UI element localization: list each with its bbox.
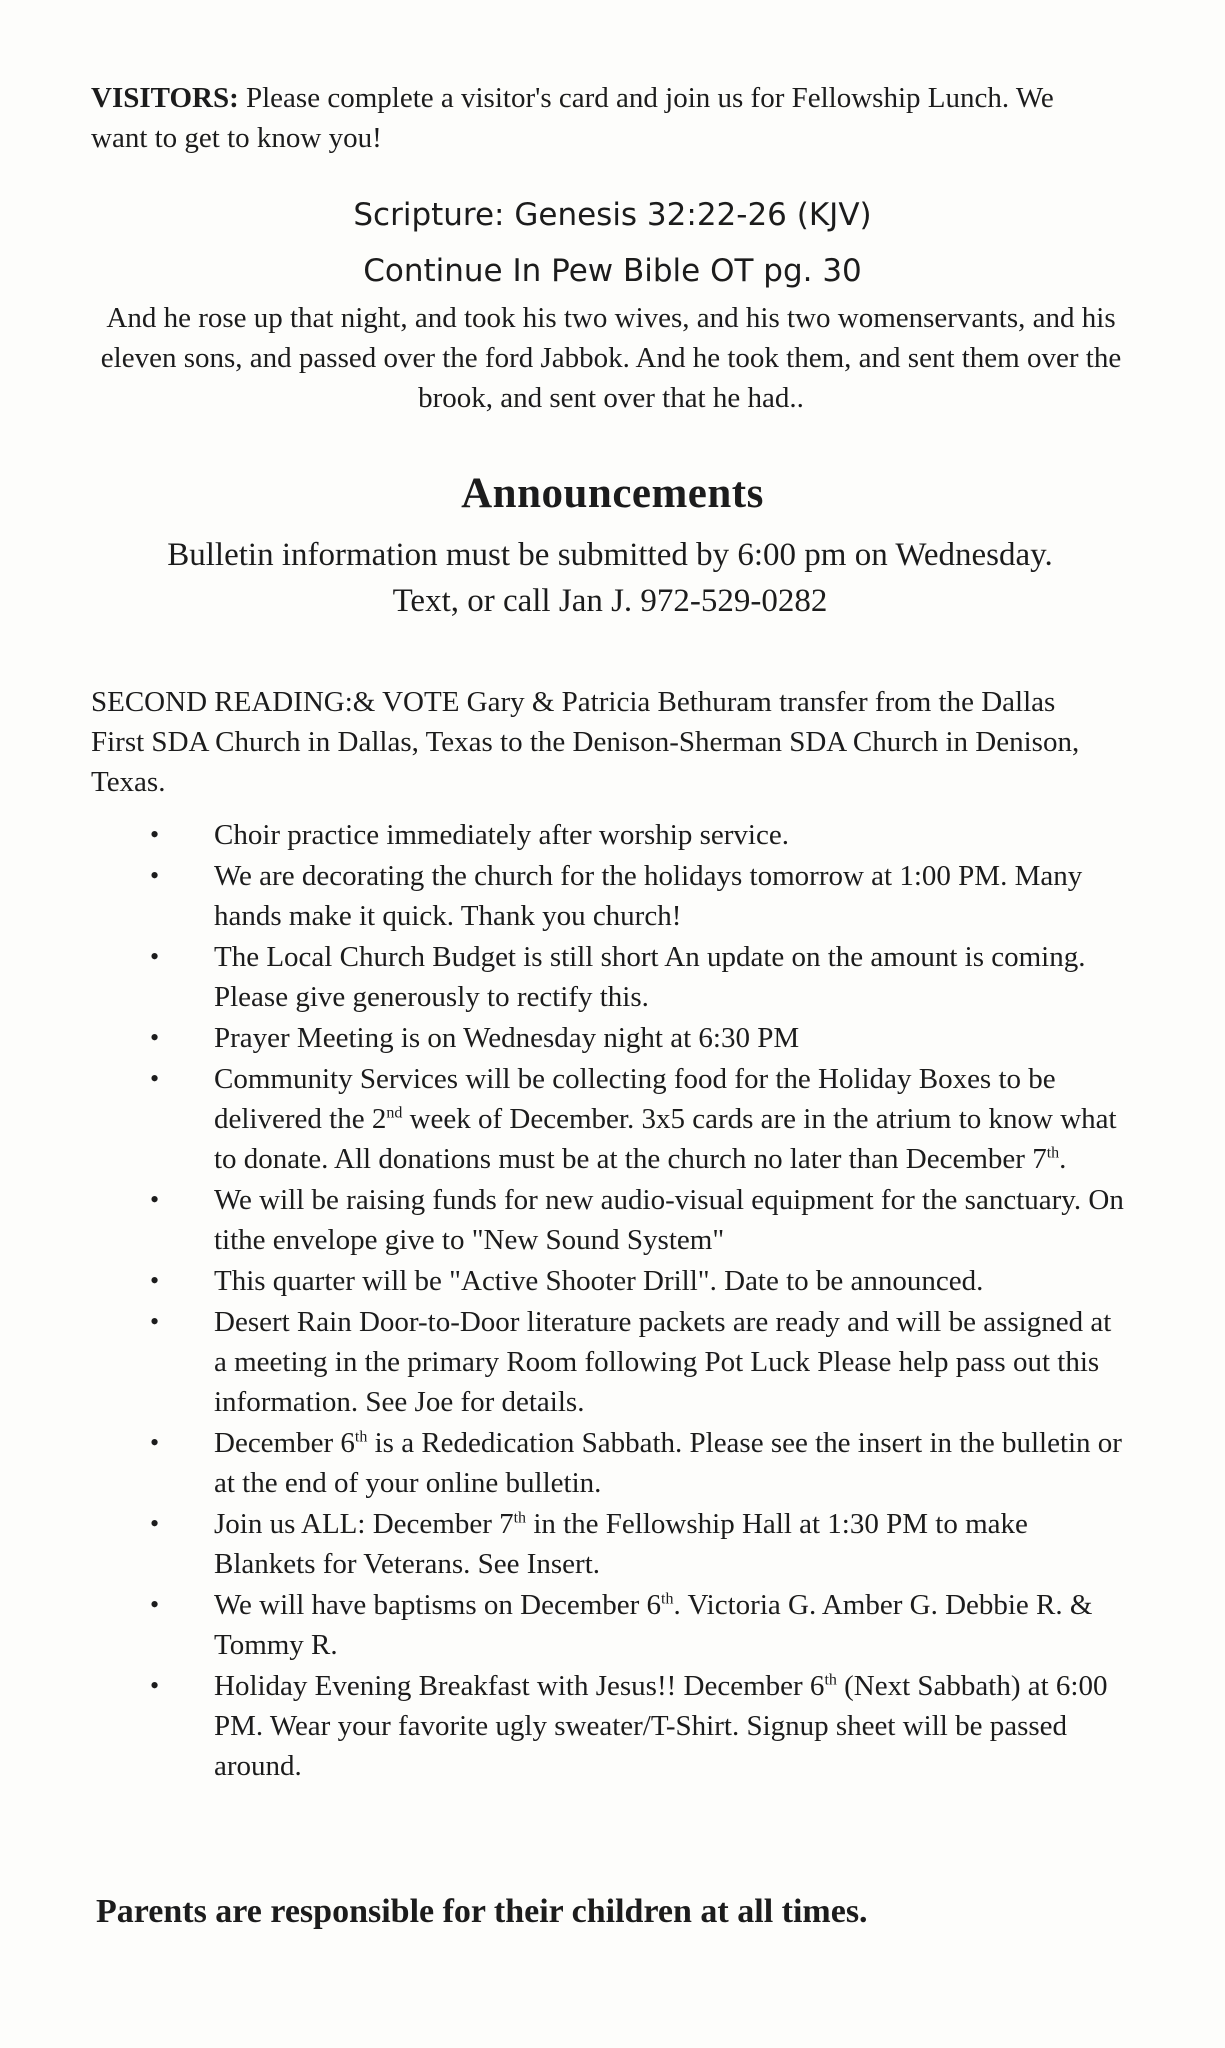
pew-bible-reference: Continue In Pew Bible OT pg. 30 [363,253,862,289]
announcement-item [0,856,1225,936]
bulletin-submission-info: Bulletin information must be submitted by 6:00 pm on Wednesday. Text, or call Jan J. 972-529-0282 [167,537,1053,619]
announcement-text: We are decorating the church for the holidays tomorrow at 1:00 PM. Many hands make it quick. Thank you church! [214,860,1083,932]
announcement-text-part: . [1059,1143,1067,1175]
bullet-icon: • [150,861,160,890]
announcements-heading: Announcements [461,470,764,517]
bullet-icon: • [150,1185,160,1214]
announcement-text-part: is a Rededication Sabbath. Please see the insert in the bulletin or at the end of your online bulletin. [214,1427,1122,1499]
announcement-text-part: . Victoria G. Amber G. Debbie R. & Tommy R. [214,1589,1093,1661]
visitors-label: VISITORS: [91,82,239,114]
ordinal-suffix: nd [386,1104,403,1122]
ordinal-suffix: th [1046,1144,1060,1162]
announcement-text-part: (Next Sabbath) at 6:00 PM. Wear your favorite ugly sweater/T-Shirt. Signup sheet will be passed around. [214,1670,1108,1782]
ordinal-suffix: th [824,1671,837,1689]
parents-notice: Parents are responsible for their children at all times. [96,1893,868,1930]
announcement-text: The Local Church Budget is still short An update on the amount is coming. Please give generously to rectify this. [214,941,1086,1013]
announcement-text: Desert Rain Door-to-Door literature packets are ready and will be assigned at a meeting in the primary Room following Pot Luck Please help pass out this information. See Joe for details. [214,1306,1112,1418]
ordinal-suffix: th [513,1509,527,1527]
second-reading-notice: SECOND READING:& VOTE Gary & Patricia Bethuram transfer from the Dallas First SDA Church in Dallas, Texas to the Denison-Sherman SDA Church in Denison, Texas. [91,686,1080,798]
bullet-icon: • [150,1064,160,1093]
bullet-icon: • [150,1266,160,1295]
announcement-text-part: Community Services will be collecting food for the Holiday Boxes to be delivered the 2 [214,1063,1056,1135]
announcement-text-part: December 6 [214,1427,355,1459]
scripture-verse: And he rose up that night, and took his two wives, and his two womenservants, and his eleven sons, and passed over the ford Jabbok. And he took them, and sent them over the brook, and sent over that he had.. [100,302,1122,414]
bullet-icon: • [150,820,160,849]
announcement-text: This quarter will be "Active Shooter Drill". Date to be announced. [214,1265,984,1297]
bullet-icon: • [150,1509,160,1538]
bullet-icon: • [150,1307,160,1336]
announcement-text-part: in the Fellowship Hall at 1:30 PM to make Blankets for Veterans. See Insert. [214,1508,1028,1580]
bullet-icon: • [150,1023,160,1052]
announcement-item [0,1585,1225,1665]
visitors-text: Please complete a visitor's card and join us for Fellowship Lunch. We want to get to know you! [91,82,1054,154]
announcement-list [0,815,1225,1787]
ordinal-suffix: th [661,1590,674,1608]
scripture-reference: Scripture: Genesis 32:22-26 (KJV) [353,197,872,233]
announcement-text-part: Holiday Evening Breakfast with Jesus!! December 6 [214,1670,825,1702]
announcement-item [0,937,1225,1017]
announcement-text-part: Join us ALL: December 7 [214,1508,514,1540]
announcement-item [0,1302,1225,1422]
announcement-item [0,1261,1225,1301]
announcement-text: Prayer Meeting is on Wednesday night at 6:30 PM [214,1022,800,1054]
bullet-icon: • [150,1590,160,1619]
announcement-item [0,1180,1225,1260]
visitors-notice [91,78,1101,158]
announcement-text-part: We will have baptisms on December 6 [214,1589,662,1621]
announcement-text-part: week of December. 3x5 cards are in the atrium to know what to donate. All donations must be at the church no later than December 7 [214,1103,1117,1175]
announcement-item [0,815,1225,855]
announcement-item [0,1504,1225,1584]
bullet-icon: • [150,1428,160,1457]
announcement-item [0,1018,1225,1058]
announcement-text: We will be raising funds for new audio-visual equipment for the sanctuary. On tithe envelope give to "New Sound System" [214,1184,1124,1256]
announcement-text: Choir practice immediately after worship service. [214,819,789,851]
announcement-item [0,1423,1225,1503]
bullet-icon: • [150,942,160,971]
announcement-item [0,1059,1225,1179]
ordinal-suffix: th [354,1428,368,1446]
announcement-item [0,1666,1225,1786]
bullet-icon: • [150,1671,160,1700]
